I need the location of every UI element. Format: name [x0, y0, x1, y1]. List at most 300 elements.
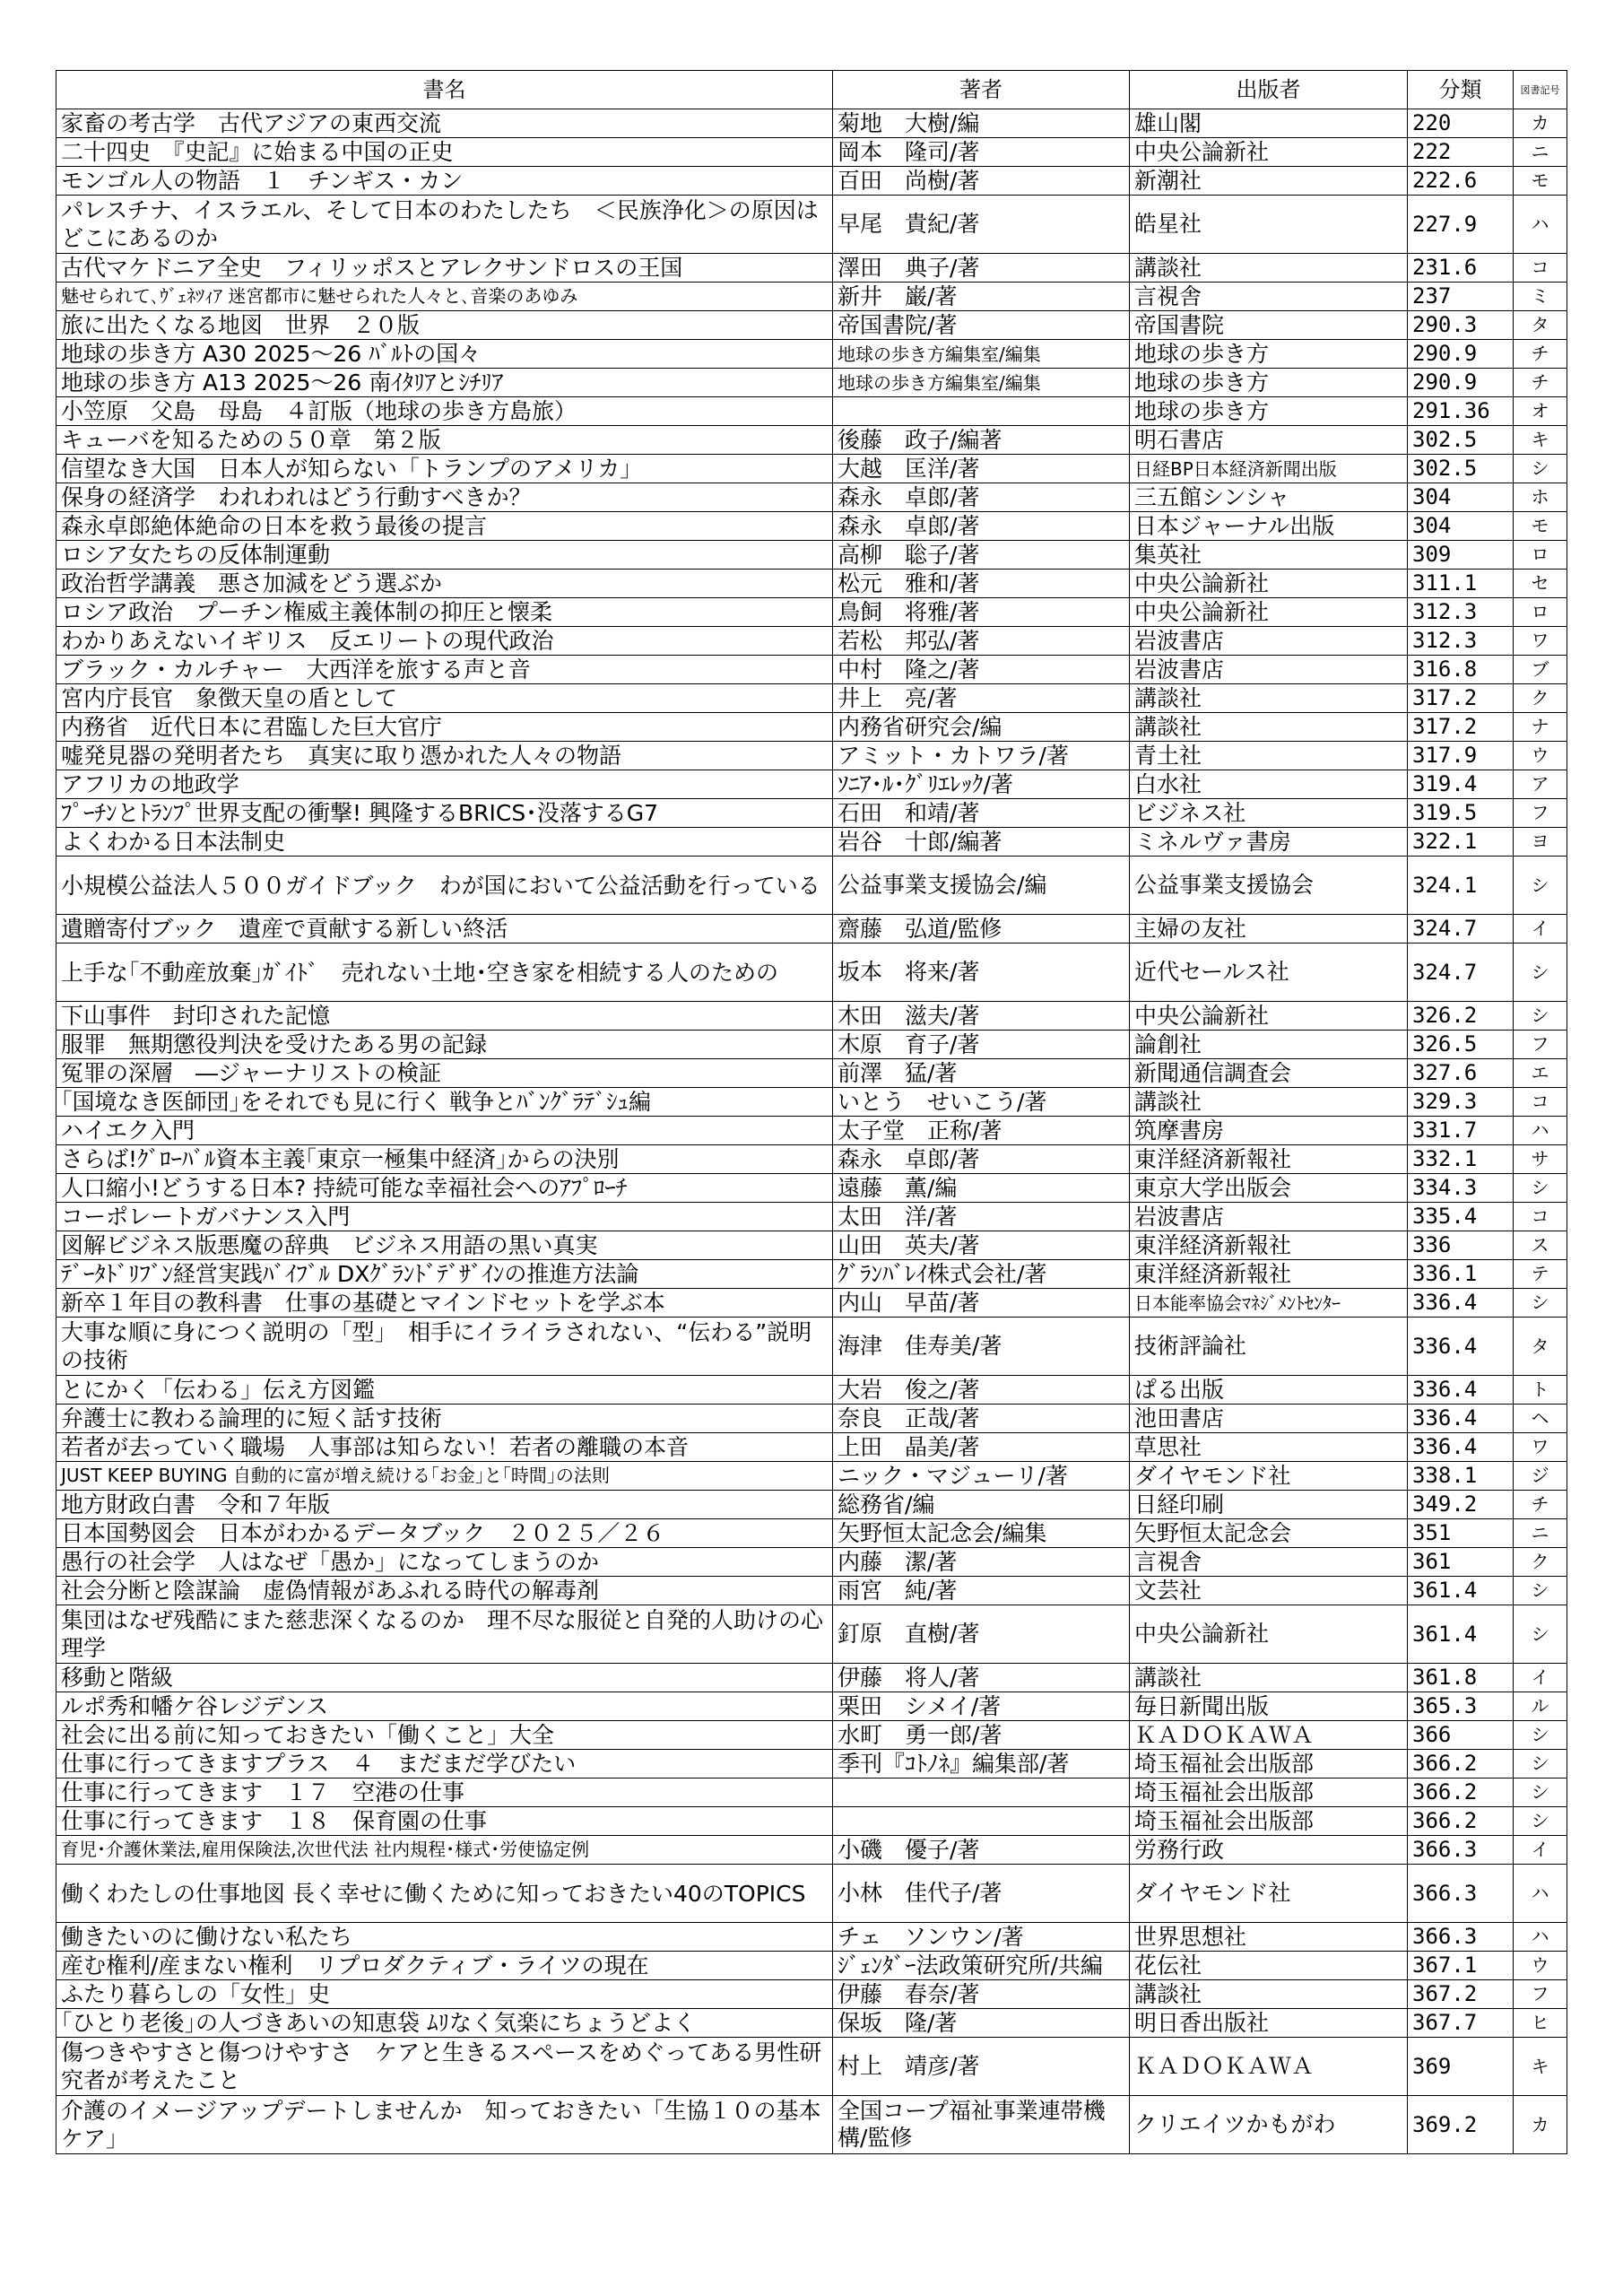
table-row [56, 1952, 1567, 1980]
author-cell: アミット・カトワラ/著 [833, 742, 1130, 770]
book-mark-cell: ハ [1514, 196, 1567, 254]
book-title-cell: 仕事に行ってきます １８ 保育園の仕事 [56, 1807, 833, 1836]
book-mark-cell: サ [1514, 1145, 1567, 1174]
book-mark-cell: セ [1514, 570, 1567, 598]
book-title-cell: 内務省 近代日本に君臨した巨大官庁 [56, 713, 833, 742]
table-row [56, 770, 1567, 799]
table-row [56, 1664, 1567, 1692]
table-row [56, 656, 1567, 684]
table-row [56, 944, 1567, 1002]
book-mark-cell: シ [1514, 1721, 1567, 1750]
publisher-cell: 中央公論新社 [1130, 138, 1408, 167]
classification-cell: 290.9 [1408, 340, 1514, 369]
book-mark-cell: ブ [1514, 656, 1567, 684]
table-row [56, 598, 1567, 627]
author-cell: 雨宮 純/著 [833, 1577, 1130, 1605]
classification-cell: 220 [1408, 109, 1514, 138]
book-mark-cell: シ [1514, 857, 1567, 915]
author-cell: ｿﾆｱ･ﾙ･ｸﾞﾘｴﾚｯｸ/著 [833, 770, 1130, 799]
book-mark-cell: ク [1514, 1548, 1567, 1577]
book-mark-cell: カ [1514, 109, 1567, 138]
publisher-cell: 公益事業支援協会 [1130, 857, 1408, 915]
author-cell: ｼﾞｪﾝﾀﾞｰ法政策研究所/共編 [833, 1952, 1130, 1980]
book-title-cell: 仕事に行ってきますプラス ４ まだまだ学びたい [56, 1750, 833, 1779]
book-title-cell: よくわかる日本法制史 [56, 828, 833, 857]
author-cell: 木原 育子/著 [833, 1031, 1130, 1059]
publisher-cell: 講談社 [1130, 1980, 1408, 2009]
book-mark-cell: ハ [1514, 1923, 1567, 1952]
classification-cell: 324.7 [1408, 944, 1514, 1002]
table-row [56, 426, 1567, 455]
book-title-cell: 介護のイメージアップデートしませんか 知っておきたい「生協１０の基本ケア」 [56, 2096, 833, 2154]
classification-cell: 302.5 [1408, 426, 1514, 455]
table-row [56, 1491, 1567, 1519]
classification-cell: 336 [1408, 1231, 1514, 1260]
book-title-cell: ふたり暮らしの「女性」史 [56, 1980, 833, 2009]
book-title-cell: 図解ビジネス版悪魔の辞典 ビジネス用語の黒い真実 [56, 1231, 833, 1260]
table-row [56, 541, 1567, 570]
table-row [56, 1145, 1567, 1174]
book-mark-cell: チ [1514, 1491, 1567, 1519]
publisher-cell: クリエイツかもがわ [1130, 2096, 1408, 2154]
author-cell: 村上 靖彦/著 [833, 2038, 1130, 2096]
book-mark-cell: ナ [1514, 713, 1567, 742]
book-title-cell: 社会分断と陰謀論 虚偽情報があふれる時代の解毒剤 [56, 1577, 833, 1605]
classification-cell: 336.4 [1408, 1405, 1514, 1433]
book-title-cell: 服罪 無期懲役判決を受けたある男の記録 [56, 1031, 833, 1059]
classification-cell: 319.5 [1408, 799, 1514, 828]
author-cell: 齋藤 弘道/監修 [833, 915, 1130, 944]
publisher-cell: 岩波書店 [1130, 627, 1408, 656]
table-row [56, 570, 1567, 598]
publisher-cell: 世界思想社 [1130, 1923, 1408, 1952]
author-cell: いとう せいこう/著 [833, 1088, 1130, 1117]
book-mark-cell: ロ [1514, 598, 1567, 627]
classification-cell: 222.6 [1408, 167, 1514, 196]
classification-cell: 361.4 [1408, 1605, 1514, 1664]
book-title-cell: 魅せられて､ｳﾞｪﾈﾂｨｱ 迷宮都市に魅せられた人々と､音楽のあゆみ [56, 283, 833, 311]
author-cell: 菊地 大樹/編 [833, 109, 1130, 138]
publisher-cell: 花伝社 [1130, 1952, 1408, 1980]
book-title-cell: 若者が去っていく職場 人事部は知らない！若者の離職の本音 [56, 1433, 833, 1462]
author-cell: 岩谷 十郎/編著 [833, 828, 1130, 857]
classification-cell: 317.9 [1408, 742, 1514, 770]
classification-cell: 367.2 [1408, 1980, 1514, 2009]
book-title-cell: 地方財政白書 令和７年版 [56, 1491, 833, 1519]
table-row [56, 1779, 1567, 1807]
table-row [56, 1059, 1567, 1088]
table-row [56, 1548, 1567, 1577]
book-title-cell: 小笠原 父島 母島 ４訂版（地球の歩き方島旅） [56, 397, 833, 426]
table-row [56, 1433, 1567, 1462]
book-mark-cell: チ [1514, 369, 1567, 397]
publisher-cell: 講談社 [1130, 1088, 1408, 1117]
table-row [56, 1807, 1567, 1836]
classification-cell: 338.1 [1408, 1462, 1514, 1491]
book-mark-cell: シ [1514, 1750, 1567, 1779]
book-mark-cell: ミ [1514, 283, 1567, 311]
book-mark-cell: ホ [1514, 483, 1567, 512]
publisher-cell: 近代セールス社 [1130, 944, 1408, 1002]
book-rows [56, 109, 1567, 2154]
book-mark-cell: イ [1514, 915, 1567, 944]
publisher-cell: 毎日新聞出版 [1130, 1692, 1408, 1721]
table-row [56, 1260, 1567, 1289]
table-row [56, 1318, 1567, 1376]
author-cell: 早尾 貴紀/著 [833, 196, 1130, 254]
publisher-cell: 中央公論新社 [1130, 1605, 1408, 1664]
author-cell: ニック・マジューリ/著 [833, 1462, 1130, 1491]
author-cell: 松元 雅和/著 [833, 570, 1130, 598]
classification-cell: 327.6 [1408, 1059, 1514, 1088]
publisher-cell: 文芸社 [1130, 1577, 1408, 1605]
table-row [56, 1865, 1567, 1923]
author-cell: 森永 卓郎/著 [833, 483, 1130, 512]
book-title-cell: ﾃﾞｰﾀﾄﾞﾘﾌﾞﾝ経営実践ﾊﾞｲﾌﾞﾙ DXｸﾞﾗﾝﾄﾞﾃﾞｻﾞｲﾝの推進方法論 [56, 1260, 833, 1289]
book-title-cell: ﾌﾟｰﾁﾝとﾄﾗﾝﾌﾟ世界支配の衝撃! 興隆するBRICS･没落するG7 [56, 799, 833, 828]
author-cell [833, 1779, 1130, 1807]
author-cell: 森永 卓郎/著 [833, 1145, 1130, 1174]
classification-cell: 336.4 [1408, 1376, 1514, 1405]
publisher-cell: 地球の歩き方 [1130, 397, 1408, 426]
book-mark-cell: ト [1514, 1376, 1567, 1405]
table-row [56, 138, 1567, 167]
publisher-cell: 埼玉福祉会出版部 [1130, 1750, 1408, 1779]
table-row [56, 340, 1567, 369]
classification-cell: 304 [1408, 512, 1514, 541]
table-row [56, 254, 1567, 283]
book-title-cell: 政治哲学講義 悪さ加減をどう選ぶか [56, 570, 833, 598]
classification-cell: 311.1 [1408, 570, 1514, 598]
table-row [56, 311, 1567, 340]
author-cell: 全国コープ福祉事業連帯機構/監修 [833, 2096, 1130, 2154]
classification-cell: 366.3 [1408, 1923, 1514, 1952]
classification-cell: 237 [1408, 283, 1514, 311]
book-mark-cell: シ [1514, 1174, 1567, 1203]
classification-cell: 366.2 [1408, 1807, 1514, 1836]
book-mark-cell: コ [1514, 1088, 1567, 1117]
table-row [56, 1405, 1567, 1433]
table-row [56, 1692, 1567, 1721]
classification-cell: 317.2 [1408, 713, 1514, 742]
book-title-cell: ロシア政治 プーチン権威主義体制の抑圧と懐柔 [56, 598, 833, 627]
book-title-cell: 傷つきやすさと傷つけやすさ ケアと生きるスペースをめぐってある男性研究者が考えたこと [56, 2038, 833, 2096]
author-cell: 山田 英夫/著 [833, 1231, 1130, 1260]
author-cell: 澤田 典子/著 [833, 254, 1130, 283]
publisher-cell: 明日香出版社 [1130, 2009, 1408, 2038]
book-mark-cell: フ [1514, 799, 1567, 828]
book-title-cell: 二十四史 『史記』に始まる中国の正史 [56, 138, 833, 167]
author-cell: 上田 晶美/著 [833, 1433, 1130, 1462]
book-mark-cell: ワ [1514, 1433, 1567, 1462]
classification-cell: 365.3 [1408, 1692, 1514, 1721]
book-mark-cell: タ [1514, 1318, 1567, 1376]
book-title-cell: 産む権利/産まない権利 リプロダクティブ・ライツの現在 [56, 1952, 833, 1980]
book-mark-cell: シ [1514, 1289, 1567, 1318]
classification-cell: 309 [1408, 541, 1514, 570]
header-publisher: 出版者 [1130, 71, 1408, 109]
book-mark-cell: ウ [1514, 742, 1567, 770]
book-mark-cell: シ [1514, 1779, 1567, 1807]
book-mark-cell: イ [1514, 1664, 1567, 1692]
author-cell: 百田 尚樹/著 [833, 167, 1130, 196]
publisher-cell: 講談社 [1130, 713, 1408, 742]
table-row [56, 483, 1567, 512]
publisher-cell: 中央公論新社 [1130, 570, 1408, 598]
table-row [56, 1088, 1567, 1117]
publisher-cell: 労務行政 [1130, 1836, 1408, 1865]
classification-cell: 231.6 [1408, 254, 1514, 283]
author-cell: 木田 滋夫/著 [833, 1002, 1130, 1031]
author-cell: 伊藤 将人/著 [833, 1664, 1130, 1692]
classification-cell: 361 [1408, 1548, 1514, 1577]
classification-cell: 336.4 [1408, 1433, 1514, 1462]
book-title-cell: 小規模公益法人５００ガイドブック わが国において公益活動を行っている [56, 857, 833, 915]
book-mark-cell: モ [1514, 512, 1567, 541]
book-title-cell: 社会に出る前に知っておきたい「働くこと」大全 [56, 1721, 833, 1750]
classification-cell: 336.1 [1408, 1260, 1514, 1289]
author-cell: 伊藤 春奈/著 [833, 1980, 1130, 2009]
publisher-cell: ミネルヴァ書房 [1130, 828, 1408, 857]
author-cell: 内山 早苗/著 [833, 1289, 1130, 1318]
classification-cell: 312.3 [1408, 627, 1514, 656]
book-mark-cell: エ [1514, 1059, 1567, 1088]
table-row [56, 857, 1567, 915]
publisher-cell: 日本ジャーナル出版 [1130, 512, 1408, 541]
book-mark-cell: オ [1514, 397, 1567, 426]
book-title-cell: キューバを知るための５０章 第２版 [56, 426, 833, 455]
book-title-cell: ロシア女たちの反体制運動 [56, 541, 833, 570]
book-mark-cell: カ [1514, 2096, 1567, 2154]
table-row [56, 2009, 1567, 2038]
book-mark-cell: ハ [1514, 1117, 1567, 1145]
classification-cell: 366.3 [1408, 1865, 1514, 1923]
classification-cell: 322.1 [1408, 828, 1514, 857]
author-cell: 後藤 政子/編著 [833, 426, 1130, 455]
publisher-cell: 中央公論新社 [1130, 1002, 1408, 1031]
book-mark-cell: ア [1514, 770, 1567, 799]
book-title-cell: 古代マケドニア全史 フィリッポスとアレクサンドロスの王国 [56, 254, 833, 283]
publisher-cell: 埼玉福祉会出版部 [1130, 1779, 1408, 1807]
author-cell [833, 397, 1130, 426]
book-mark-cell: チ [1514, 340, 1567, 369]
book-mark-cell: フ [1514, 1031, 1567, 1059]
table-row [56, 1519, 1567, 1548]
publisher-cell: 言視舎 [1130, 1548, 1408, 1577]
classification-cell: 317.2 [1408, 684, 1514, 713]
table-row [56, 1923, 1567, 1952]
book-title-cell: ｢国境なき医師団｣をそれでも見に行く 戦争とﾊﾞﾝｸﾞﾗﾃﾞｼｭ編 [56, 1088, 833, 1117]
book-title-cell: 家畜の考古学 古代アジアの東西交流 [56, 109, 833, 138]
publisher-cell: ダイヤモンド社 [1130, 1865, 1408, 1923]
book-mark-cell: ヨ [1514, 828, 1567, 857]
publisher-cell: 日本能率協会ﾏﾈｼﾞﾒﾝﾄｾﾝﾀｰ [1130, 1289, 1408, 1318]
author-cell: 総務省/編 [833, 1491, 1130, 1519]
publisher-cell: 日経BP日本経済新聞出版 [1130, 455, 1408, 483]
classification-cell: 332.1 [1408, 1145, 1514, 1174]
book-mark-cell: シ [1514, 1807, 1567, 1836]
table-row [56, 1031, 1567, 1059]
book-mark-cell: ク [1514, 684, 1567, 713]
book-title-cell: ハイエク入門 [56, 1117, 833, 1145]
book-mark-cell: シ [1514, 944, 1567, 1002]
table-row [56, 1577, 1567, 1605]
book-title-cell: 保身の経済学 われわれはどう行動すべきか？ [56, 483, 833, 512]
author-cell: 海津 佳寿美/著 [833, 1318, 1130, 1376]
classification-cell: 361.4 [1408, 1577, 1514, 1605]
table-row [56, 167, 1567, 196]
book-title-cell: 働くわたしの仕事地図 長く幸せに働くために知っておきたい40のTOPICS [56, 1865, 833, 1923]
publisher-cell: 言視舎 [1130, 283, 1408, 311]
classification-cell: 369.2 [1408, 2096, 1514, 2154]
publisher-cell: 新聞通信調査会 [1130, 1059, 1408, 1088]
book-title-cell: さらば!ｸﾞﾛｰﾊﾞﾙ資本主義｢東京一極集中経済｣からの決別 [56, 1145, 833, 1174]
author-cell: 釘原 直樹/著 [833, 1605, 1130, 1664]
book-title-cell: 地球の歩き方 A30 2025～26 ﾊﾞﾙﾄの国々 [56, 340, 833, 369]
table-row [56, 283, 1567, 311]
publisher-cell: 主婦の友社 [1130, 915, 1408, 944]
table-row [56, 512, 1567, 541]
author-cell: チェ ソンウン/著 [833, 1923, 1130, 1952]
publisher-cell: 講談社 [1130, 1664, 1408, 1692]
author-cell: 遠藤 薫/編 [833, 1174, 1130, 1203]
classification-cell: 291.36 [1408, 397, 1514, 426]
book-mark-cell: キ [1514, 426, 1567, 455]
author-cell: 高柳 聡子/著 [833, 541, 1130, 570]
author-cell: 内務省研究会/編 [833, 713, 1130, 742]
header-row [56, 71, 1567, 109]
table-row [56, 1376, 1567, 1405]
book-title-cell: ルポ秀和幡ケ谷レジデンス [56, 1692, 833, 1721]
table-row [56, 1203, 1567, 1231]
publisher-cell: 新潮社 [1130, 167, 1408, 196]
author-cell: 太田 洋/著 [833, 1203, 1130, 1231]
classification-cell: 312.3 [1408, 598, 1514, 627]
author-cell: 栗田 シメイ/著 [833, 1692, 1130, 1721]
book-mark-cell: フ [1514, 1980, 1567, 2009]
publisher-cell: 東洋経済新報社 [1130, 1145, 1408, 1174]
book-title-cell: 集団はなぜ残酷にまた慈悲深くなるのか 理不尽な服従と自発的人助けの心理学 [56, 1605, 833, 1664]
classification-cell: 324.7 [1408, 915, 1514, 944]
publisher-cell: 地球の歩き方 [1130, 369, 1408, 397]
classification-cell: 319.4 [1408, 770, 1514, 799]
book-list-table [56, 70, 1567, 2154]
author-cell: 公益事業支援協会/編 [833, 857, 1130, 915]
classification-cell: 335.4 [1408, 1203, 1514, 1231]
book-title-cell: 下山事件 封印された記憶 [56, 1002, 833, 1031]
author-cell: 小林 佳代子/著 [833, 1865, 1130, 1923]
table-row [56, 369, 1567, 397]
classification-cell: 336.4 [1408, 1318, 1514, 1376]
author-cell: 帝国書院/著 [833, 311, 1130, 340]
book-title-cell: 旅に出たくなる地図 世界 ２０版 [56, 311, 833, 340]
header-mark: 図書記号 [1514, 71, 1567, 109]
book-title-cell: 仕事に行ってきます １７ 空港の仕事 [56, 1779, 833, 1807]
book-mark-cell: ワ [1514, 627, 1567, 656]
book-mark-cell: シ [1514, 455, 1567, 483]
classification-cell: 329.3 [1408, 1088, 1514, 1117]
book-mark-cell: タ [1514, 311, 1567, 340]
classification-cell: 331.7 [1408, 1117, 1514, 1145]
classification-cell: 290.9 [1408, 369, 1514, 397]
book-mark-cell: シ [1514, 1605, 1567, 1664]
classification-cell: 227.9 [1408, 196, 1514, 254]
book-title-cell: コーポレートガバナンス入門 [56, 1203, 833, 1231]
table-row [56, 1980, 1567, 2009]
publisher-cell: 地球の歩き方 [1130, 340, 1408, 369]
publisher-cell: 東京大学出版会 [1130, 1174, 1408, 1203]
book-title-cell: JUST KEEP BUYING 自動的に富が増え続ける｢お金｣と｢時間｣の法則 [56, 1462, 833, 1491]
book-mark-cell: テ [1514, 1260, 1567, 1289]
header-author: 著者 [833, 71, 1130, 109]
author-cell: 奈良 正哉/著 [833, 1405, 1130, 1433]
publisher-cell: 技術評論社 [1130, 1318, 1408, 1376]
book-title-cell: 森永卓郎絶体絶命の日本を救う最後の提言 [56, 512, 833, 541]
book-title-cell: 人口縮小!どうする日本? 持続可能な幸福社会へのｱﾌﾟﾛｰﾁ [56, 1174, 833, 1203]
book-mark-cell: シ [1514, 1577, 1567, 1605]
book-title-cell: 遺贈寄付ブック 遺産で貢献する新しい終活 [56, 915, 833, 944]
publisher-cell: 池田書店 [1130, 1405, 1408, 1433]
table-row [56, 1721, 1567, 1750]
book-title-cell: 冤罪の深層 ―ジャーナリストの検証 [56, 1059, 833, 1088]
publisher-cell: 集英社 [1130, 541, 1408, 570]
book-mark-cell: ヘ [1514, 1405, 1567, 1433]
author-cell: 鳥飼 将雅/著 [833, 598, 1130, 627]
classification-cell: 367.7 [1408, 2009, 1514, 2038]
book-mark-cell: ロ [1514, 541, 1567, 570]
table-row [56, 109, 1567, 138]
book-title-cell: 育児･介護休業法,雇用保険法,次世代法 社内規程･様式･労使協定例 [56, 1836, 833, 1865]
table-row [56, 828, 1567, 857]
author-cell: 岡本 隆司/著 [833, 138, 1130, 167]
classification-cell: 366.3 [1408, 1836, 1514, 1865]
header-title: 書名 [56, 71, 833, 109]
classification-cell: 222 [1408, 138, 1514, 167]
table-row [56, 684, 1567, 713]
book-title-cell: 移動と階級 [56, 1664, 833, 1692]
book-mark-cell: ス [1514, 1231, 1567, 1260]
author-cell: 若松 邦弘/著 [833, 627, 1130, 656]
author-cell: 石田 和靖/著 [833, 799, 1130, 828]
book-title-cell: 上手な｢不動産放棄｣ｶﾞｲﾄﾞ 売れない土地･空き家を相続する人のための [56, 944, 833, 1002]
publisher-cell: ビジネス社 [1130, 799, 1408, 828]
book-title-cell: 地球の歩き方 A13 2025～26 南ｲﾀﾘｱとｼﾁﾘｱ [56, 369, 833, 397]
publisher-cell: 岩波書店 [1130, 656, 1408, 684]
book-title-cell: 働きたいのに働けない私たち [56, 1923, 833, 1952]
classification-cell: 366.2 [1408, 1779, 1514, 1807]
table-row [56, 196, 1567, 254]
book-mark-cell: ヒ [1514, 2009, 1567, 2038]
table-row [56, 742, 1567, 770]
publisher-cell: 講談社 [1130, 254, 1408, 283]
book-title-cell: 大事な順に身につく説明の「型」 相手にイライラされない、“伝わる”説明の技術 [56, 1318, 833, 1376]
classification-cell: 334.3 [1408, 1174, 1514, 1203]
table-row [56, 1231, 1567, 1260]
book-mark-cell: ジ [1514, 1462, 1567, 1491]
author-cell: 内藤 潔/著 [833, 1548, 1130, 1577]
author-cell: 井上 亮/著 [833, 684, 1130, 713]
author-cell: 太子堂 正称/著 [833, 1117, 1130, 1145]
author-cell: 季刊『ｺﾄﾉﾈ』編集部/著 [833, 1750, 1130, 1779]
classification-cell: 369 [1408, 2038, 1514, 2096]
classification-cell: 324.1 [1408, 857, 1514, 915]
author-cell [833, 1807, 1130, 1836]
classification-cell: 361.8 [1408, 1664, 1514, 1692]
table-row [56, 1605, 1567, 1664]
book-list-sheet [56, 70, 1567, 2154]
book-mark-cell: ニ [1514, 1519, 1567, 1548]
book-mark-cell: キ [1514, 2038, 1567, 2096]
